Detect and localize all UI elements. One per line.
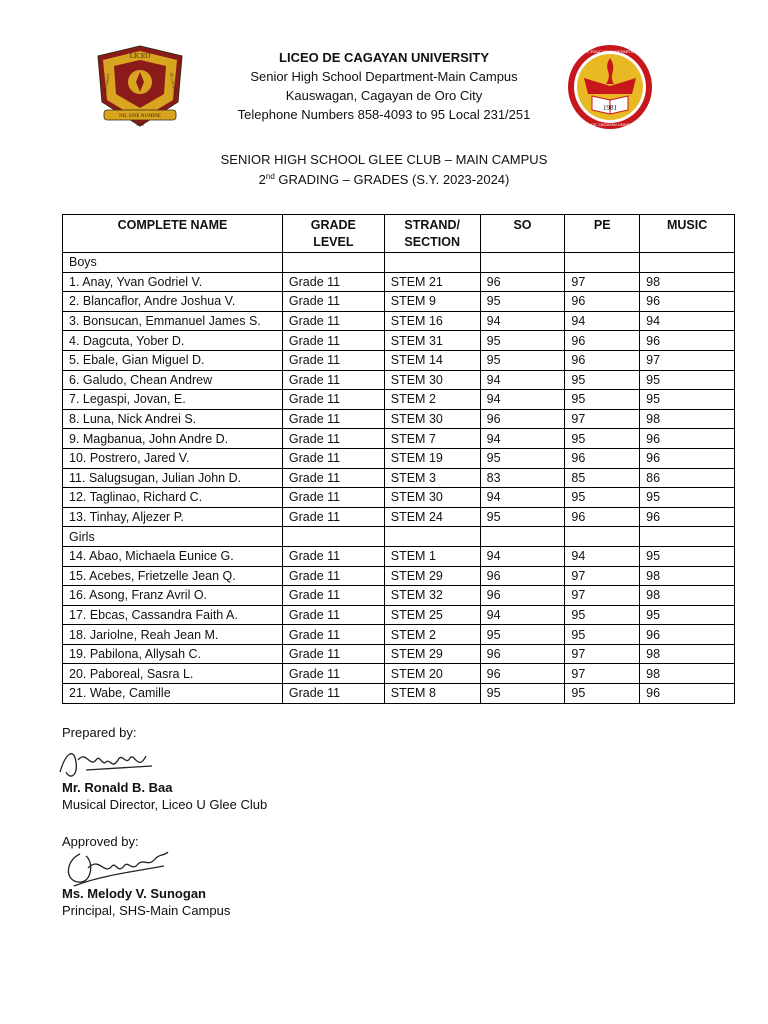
left-seal-top-text: LICEO — [129, 52, 151, 60]
group-row-boys — [63, 253, 735, 273]
pe-grade: 96 — [565, 331, 640, 351]
letterhead — [0, 44, 768, 134]
so-grade: 95 — [480, 292, 565, 312]
pe-grade: 95 — [565, 390, 640, 410]
so-grade: 95 — [480, 331, 565, 351]
right-seal-bottom-text: LICEO DE CAGAYAN UNIVERSITY — [578, 122, 642, 127]
liceo-university-seal-icon — [94, 44, 186, 130]
table-row — [63, 468, 735, 488]
pe-grade: 97 — [565, 409, 640, 429]
student-name: 1. Anay, Yvan Godriel V. — [63, 272, 283, 292]
grade-level: Grade 11 — [282, 429, 384, 449]
left-seal-side-left: UNIVERSITY — [103, 73, 111, 95]
title-line-2 — [0, 170, 768, 190]
pe-grade: 95 — [565, 488, 640, 508]
strand-section: STEM 32 — [384, 586, 480, 606]
grades-table — [62, 214, 735, 704]
student-name: 10. Postrero, Jared V. — [63, 448, 283, 468]
so-grade: 95 — [480, 507, 565, 527]
music-grade: 96 — [640, 331, 735, 351]
so-grade: 94 — [480, 605, 565, 625]
grade-level: Grade 11 — [282, 566, 384, 586]
student-name: 17. Ebcas, Cassandra Faith A. — [63, 605, 283, 625]
prepared-by-role: Musical Director, Liceo U Glee Club — [62, 797, 268, 812]
table-row — [63, 311, 735, 331]
music-grade: 98 — [640, 664, 735, 684]
grade-level: Grade 11 — [282, 331, 384, 351]
left-seal-year: 1955 — [136, 122, 144, 127]
pe-grade: 97 — [565, 272, 640, 292]
grade-level: Grade 11 — [282, 625, 384, 645]
header-grade-level — [282, 215, 384, 253]
student-name: 14. Abao, Michaela Eunice G. — [63, 546, 283, 566]
so-grade: 96 — [480, 272, 565, 292]
grade-level: Grade 11 — [282, 292, 384, 312]
prepared-by-signer — [62, 779, 267, 813]
so-grade: 96 — [480, 644, 565, 664]
student-name: 2. Blancaflor, Andre Joshua V. — [63, 292, 283, 312]
so-grade: 94 — [480, 390, 565, 410]
grade-level: Grade 11 — [282, 664, 384, 684]
music-grade: 95 — [640, 390, 735, 410]
table-row — [63, 409, 735, 429]
music-grade: 96 — [640, 429, 735, 449]
grade-level: Grade 11 — [282, 684, 384, 704]
strand-section: STEM 1 — [384, 546, 480, 566]
student-name: 16. Asong, Franz Avril O. — [63, 586, 283, 606]
table-row — [63, 644, 735, 664]
department-name: Senior High School Department-Main Campus — [250, 69, 518, 84]
header-strand-line1: STRAND/ — [404, 218, 460, 232]
student-name: 13. Tinhay, Aljezer P. — [63, 507, 283, 527]
student-name: 6. Galudo, Chean Andrew — [63, 370, 283, 390]
group-label-girls: Girls — [63, 527, 283, 547]
music-grade: 95 — [640, 546, 735, 566]
telephone: Telephone Numbers 858-4093 to 95 Local 231/251 — [237, 107, 531, 122]
music-grade: 97 — [640, 350, 735, 370]
music-grade: 98 — [640, 272, 735, 292]
title-grading-text: GRADING – GRADES (S.Y. 2023-2024) — [274, 172, 510, 187]
so-grade: 96 — [480, 664, 565, 684]
pe-grade: 97 — [565, 644, 640, 664]
strand-section: STEM 20 — [384, 664, 480, 684]
pe-grade: 96 — [565, 292, 640, 312]
student-name: 11. Salugsugan, Julian John D. — [63, 468, 283, 488]
address: Kauswagan, Cagayan de Oro City — [285, 88, 483, 103]
grade-level: Grade 11 — [282, 468, 384, 488]
pe-grade: 95 — [565, 605, 640, 625]
pe-grade: 96 — [565, 448, 640, 468]
prepared-by-block — [62, 724, 136, 741]
music-grade: 86 — [640, 468, 735, 488]
pe-grade: 96 — [565, 350, 640, 370]
right-seal-year: 1981 — [603, 104, 617, 112]
grade-level: Grade 11 — [282, 370, 384, 390]
so-grade: 95 — [480, 684, 565, 704]
so-grade: 96 — [480, 566, 565, 586]
music-grade: 96 — [640, 625, 735, 645]
so-grade: 83 — [480, 468, 565, 488]
so-grade: 94 — [480, 546, 565, 566]
student-name: 15. Acebes, Frietzelle Jean Q. — [63, 566, 283, 586]
table-row — [63, 488, 735, 508]
strand-section: STEM 19 — [384, 448, 480, 468]
header-strand-section — [384, 215, 480, 253]
music-grade: 98 — [640, 566, 735, 586]
strand-section: STEM 31 — [384, 331, 480, 351]
so-grade: 95 — [480, 625, 565, 645]
pe-grade: 85 — [565, 468, 640, 488]
basic-education-department-seal-icon — [562, 44, 658, 130]
music-grade: 96 — [640, 684, 735, 704]
header-so: SO — [480, 215, 565, 253]
table-row — [63, 605, 735, 625]
approved-by-role: Principal, SHS-Main Campus — [62, 903, 231, 918]
grade-level: Grade 11 — [282, 586, 384, 606]
prepared-signature-icon — [56, 742, 166, 782]
title-grading-number: 2 — [258, 172, 266, 187]
table-row — [63, 566, 735, 586]
student-name: 19. Pabilona, Allysah C. — [63, 644, 283, 664]
strand-section: STEM 2 — [384, 390, 480, 410]
table-body — [63, 253, 735, 704]
table-row — [63, 292, 735, 312]
table-row — [63, 507, 735, 527]
strand-section: STEM 14 — [384, 350, 480, 370]
student-name: 5. Ebale, Gian Miguel D. — [63, 350, 283, 370]
header-music: MUSIC — [640, 215, 735, 253]
pe-grade: 97 — [565, 586, 640, 606]
music-grade: 98 — [640, 644, 735, 664]
table-row — [63, 331, 735, 351]
so-grade: 96 — [480, 409, 565, 429]
right-seal-top-text: BASIC EDUCATION DEPARTMENT — [577, 49, 643, 54]
approved-by-label: Approved by: — [62, 834, 139, 849]
prepared-by-label: Prepared by: — [62, 725, 137, 740]
pe-grade: 95 — [565, 429, 640, 449]
pe-grade: 97 — [565, 664, 640, 684]
student-name: 20. Paboreal, Sasra L. — [63, 664, 283, 684]
so-grade: 95 — [480, 350, 565, 370]
table-row — [63, 664, 735, 684]
group-row-girls — [63, 527, 735, 547]
pe-grade: 95 — [565, 625, 640, 645]
document-title — [0, 150, 768, 190]
title-grading-suffix: nd — [265, 172, 275, 181]
student-name: 21. Wabe, Camille — [63, 684, 283, 704]
grade-level: Grade 11 — [282, 390, 384, 410]
header-strand-line2: SECTION — [404, 235, 460, 249]
music-grade: 98 — [640, 586, 735, 606]
grade-level: Grade 11 — [282, 448, 384, 468]
table-row — [63, 684, 735, 704]
so-grade: 94 — [480, 370, 565, 390]
so-grade: 94 — [480, 429, 565, 449]
strand-section: STEM 2 — [384, 625, 480, 645]
strand-section: STEM 3 — [384, 468, 480, 488]
grade-level: Grade 11 — [282, 644, 384, 664]
pe-grade: 94 — [565, 311, 640, 331]
header-grade-line1: GRADE — [310, 218, 356, 232]
table-row — [63, 350, 735, 370]
approved-signature-icon — [60, 846, 172, 890]
so-grade: 96 — [480, 586, 565, 606]
student-name: 7. Legaspi, Jovan, E. — [63, 390, 283, 410]
table-row — [63, 272, 735, 292]
music-grade: 94 — [640, 311, 735, 331]
header-complete-name: COMPLETE NAME — [63, 215, 283, 253]
table-header-row — [63, 215, 735, 253]
music-grade: 95 — [640, 488, 735, 508]
strand-section: STEM 29 — [384, 644, 480, 664]
table-row — [63, 448, 735, 468]
table-row — [63, 625, 735, 645]
left-seal-side-right: DE CAGAYAN — [169, 72, 177, 96]
table-row — [63, 586, 735, 606]
so-grade: 95 — [480, 448, 565, 468]
student-name: 18. Jariolne, Reah Jean M. — [63, 625, 283, 645]
strand-section: STEM 7 — [384, 429, 480, 449]
table-row — [63, 390, 735, 410]
student-name: 4. Dagcuta, Yober D. — [63, 331, 283, 351]
grade-level: Grade 11 — [282, 488, 384, 508]
music-grade: 96 — [640, 507, 735, 527]
left-seal-motto: NIL SINE NUMINE — [119, 114, 161, 119]
letterhead-text — [200, 48, 568, 124]
prepared-by-name: Mr. Ronald B. Baa — [62, 780, 173, 795]
strand-section: STEM 29 — [384, 566, 480, 586]
group-label-boys: Boys — [63, 253, 283, 273]
grade-level: Grade 11 — [282, 507, 384, 527]
strand-section: STEM 30 — [384, 488, 480, 508]
approved-by-name: Ms. Melody V. Sunogan — [62, 886, 206, 901]
student-name: 12. Taglinao, Richard C. — [63, 488, 283, 508]
grade-level: Grade 11 — [282, 311, 384, 331]
grade-level: Grade 11 — [282, 272, 384, 292]
table-row — [63, 370, 735, 390]
grade-level: Grade 11 — [282, 546, 384, 566]
table-row — [63, 546, 735, 566]
music-grade: 98 — [640, 409, 735, 429]
strand-section: STEM 16 — [384, 311, 480, 331]
grade-level: Grade 11 — [282, 409, 384, 429]
music-grade: 95 — [640, 370, 735, 390]
strand-section: STEM 30 — [384, 370, 480, 390]
music-grade: 96 — [640, 448, 735, 468]
title-line-1: SENIOR HIGH SCHOOL GLEE CLUB – MAIN CAMPUS — [220, 152, 548, 167]
student-name: 8. Luna, Nick Andrei S. — [63, 409, 283, 429]
grade-level: Grade 11 — [282, 605, 384, 625]
strand-section: STEM 21 — [384, 272, 480, 292]
approved-by-signer — [62, 885, 230, 919]
student-name: 3. Bonsucan, Emmanuel James S. — [63, 311, 283, 331]
pe-grade: 97 — [565, 566, 640, 586]
strand-section: STEM 8 — [384, 684, 480, 704]
strand-section: STEM 9 — [384, 292, 480, 312]
music-grade: 95 — [640, 605, 735, 625]
strand-section: STEM 25 — [384, 605, 480, 625]
strand-section: STEM 30 — [384, 409, 480, 429]
student-name: 9. Magbanua, John Andre D. — [63, 429, 283, 449]
pe-grade: 95 — [565, 684, 640, 704]
so-grade: 94 — [480, 311, 565, 331]
strand-section: STEM 24 — [384, 507, 480, 527]
pe-grade: 94 — [565, 546, 640, 566]
header-grade-line2: LEVEL — [313, 235, 354, 249]
table-row — [63, 429, 735, 449]
music-grade: 96 — [640, 292, 735, 312]
pe-grade: 95 — [565, 370, 640, 390]
grade-level: Grade 11 — [282, 350, 384, 370]
header-pe: PE — [565, 215, 640, 253]
so-grade: 94 — [480, 488, 565, 508]
university-name: LICEO DE CAGAYAN UNIVERSITY — [279, 50, 489, 65]
pe-grade: 96 — [565, 507, 640, 527]
